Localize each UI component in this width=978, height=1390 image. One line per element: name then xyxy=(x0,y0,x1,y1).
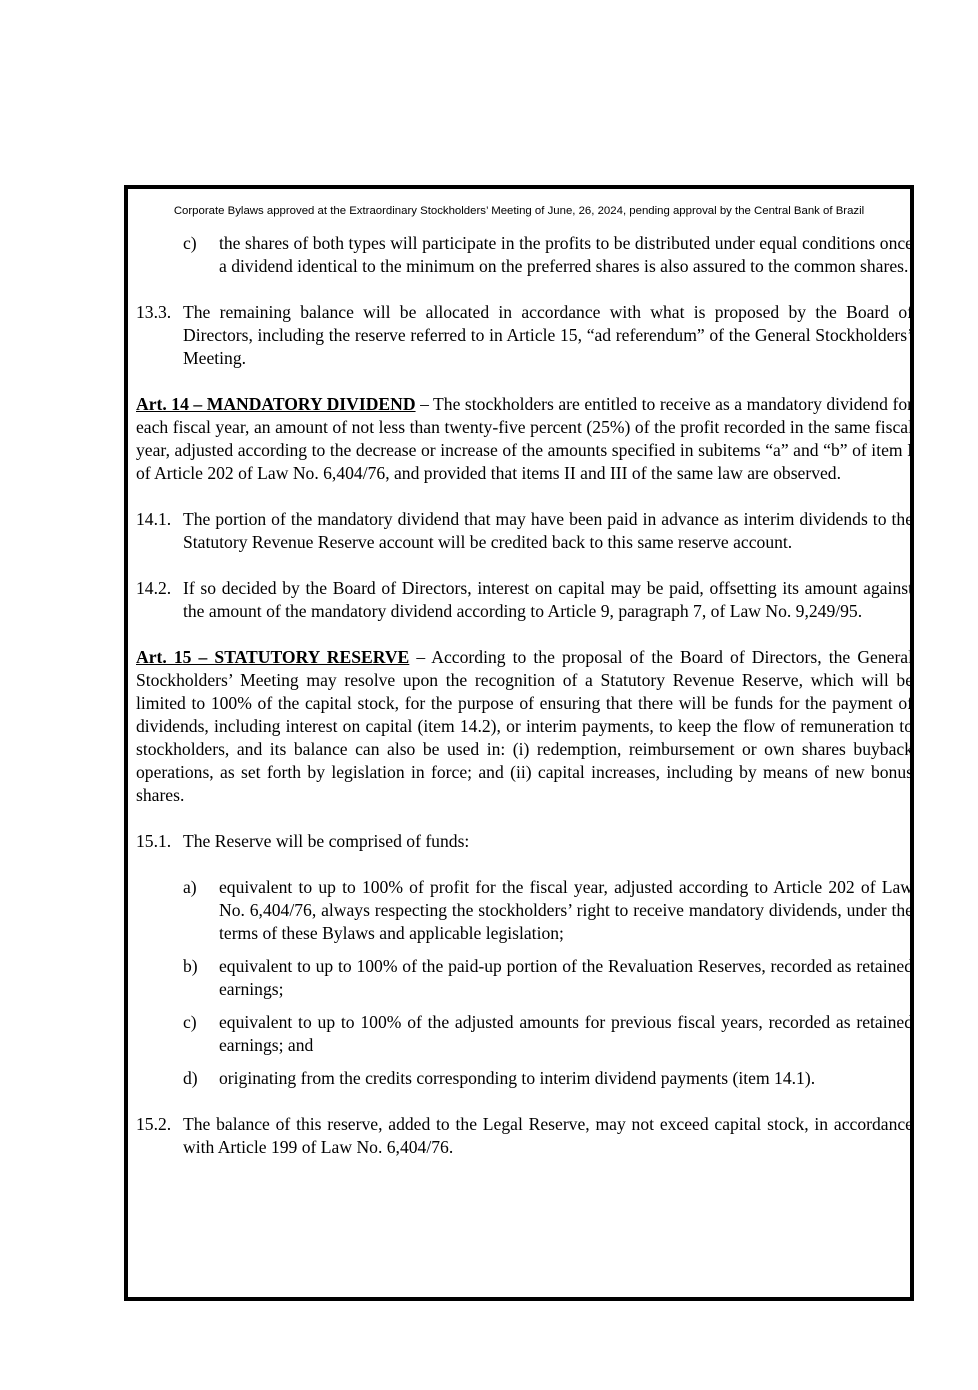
subitem-13-2-c xyxy=(136,232,913,278)
subitem-text: the shares of both types will participate in the profits to be distributed under equal conditions once a dividend identical to the minimum on the preferred shares is also assured to the common shares. xyxy=(219,233,913,276)
subitem-text: equivalent to up to 100% of the adjusted amounts for previous fiscal years, recorded as retained earnings; and xyxy=(219,1012,913,1055)
article-15 xyxy=(136,646,913,807)
page-header: Corporate Bylaws approved at the Extraordinary Stockholders’ Meeting of June, 26, 2024, pending approval by the Central Bank of Brazil xyxy=(173,205,865,217)
subitem-text: equivalent to up to 100% of profit for the fiscal year, adjusted according to Article 202 of Law No. 6,404/76, always respecting the stockholders’ right to receive mandatory dividends, under the terms of these Bylaws and applicable legislation; xyxy=(219,877,913,943)
article-15-title: Art. 15 – STATUTORY RESERVE xyxy=(136,647,410,667)
item-label: 14.2. xyxy=(136,578,172,598)
item-text: The balance of this reserve, added to the Legal Reserve, may not exceed capital stock, in accordance with Article 199 of Law No. 6,404/76. xyxy=(183,1114,913,1157)
item-text: The remaining balance will be allocated in accordance with what is proposed by the Board of Directors, including the reserve referred to in Article 15, “ad referendum” of the General Stockholders’ Meeting. xyxy=(183,302,913,368)
subitem-label: c) xyxy=(183,233,197,253)
item-14-1 xyxy=(136,508,913,554)
subitem-label: b) xyxy=(183,956,198,976)
subitem-text: equivalent to up to 100% of the paid-up portion of the Revaluation Reserves, recorded as retained earnings; xyxy=(219,956,913,999)
subitem-15-1-a xyxy=(136,876,913,945)
subitem-15-1-b xyxy=(136,955,913,1001)
subitem-label: a) xyxy=(183,877,197,897)
item-text: The Reserve will be comprised of funds: xyxy=(183,831,470,851)
article-14-title: Art. 14 – MANDATORY DIVIDEND xyxy=(136,394,416,414)
subitem-text: originating from the credits corresponding to interim dividend payments (item 14.1). xyxy=(219,1068,816,1088)
subitem-15-1-c xyxy=(136,1011,913,1057)
subitem-label: d) xyxy=(183,1068,198,1088)
document-body xyxy=(136,232,913,1159)
item-label: 15.2. xyxy=(136,1114,172,1134)
item-13-3 xyxy=(136,301,913,370)
item-label: 15.1. xyxy=(136,831,172,851)
article-14-text: – The stockholders are entitled to receive as a mandatory dividend for each fiscal year, an amount of not less than twenty-five percent (25%) of the profit recorded in the same fiscal year, adjusted according to the decrease or increase of the amounts specified in subitems “a” and “b” of item I of Article 202 of Law No. 6,404/76, and provided that items II and III of the same law are observed. xyxy=(136,394,913,483)
item-15-2 xyxy=(136,1113,913,1159)
item-text: If so decided by the Board of Directors, interest on capital may be paid, offsetting its amount against the amount of the mandatory dividend according to Article 9, paragraph 7, of Law No. 9,249/95. xyxy=(183,578,913,621)
item-label: 13.3. xyxy=(136,302,172,322)
article-14 xyxy=(136,393,913,485)
item-text: The portion of the mandatory dividend that may have been paid in advance as interim dividends to the Statutory Revenue Reserve account will be credited back to this same reserve account. xyxy=(183,509,913,552)
item-15-1 xyxy=(136,830,913,853)
item-label: 14.1. xyxy=(136,509,172,529)
subitem-label: c) xyxy=(183,1012,197,1032)
item-14-2 xyxy=(136,577,913,623)
page-border-frame xyxy=(124,185,914,1301)
article-15-text: – According to the proposal of the Board of Directors, the General Stockholders’ Meeting may resolve upon the recognition of a Statutory Revenue Reserve, which will be limited to 100% of the capital stock, for the purpose of ensuring that there will be funds for the payment of dividends, including interest on capital (item 14.2), or interim payments, to keep the flow of remuneration to stockholders, and its balance can also be used in: (i) redemption, reimbursement or own shares buyback operations, as set forth by legislation in force; and (ii) capital increases, including by means of new bonus shares. xyxy=(136,647,914,805)
subitem-15-1-d xyxy=(136,1067,913,1090)
